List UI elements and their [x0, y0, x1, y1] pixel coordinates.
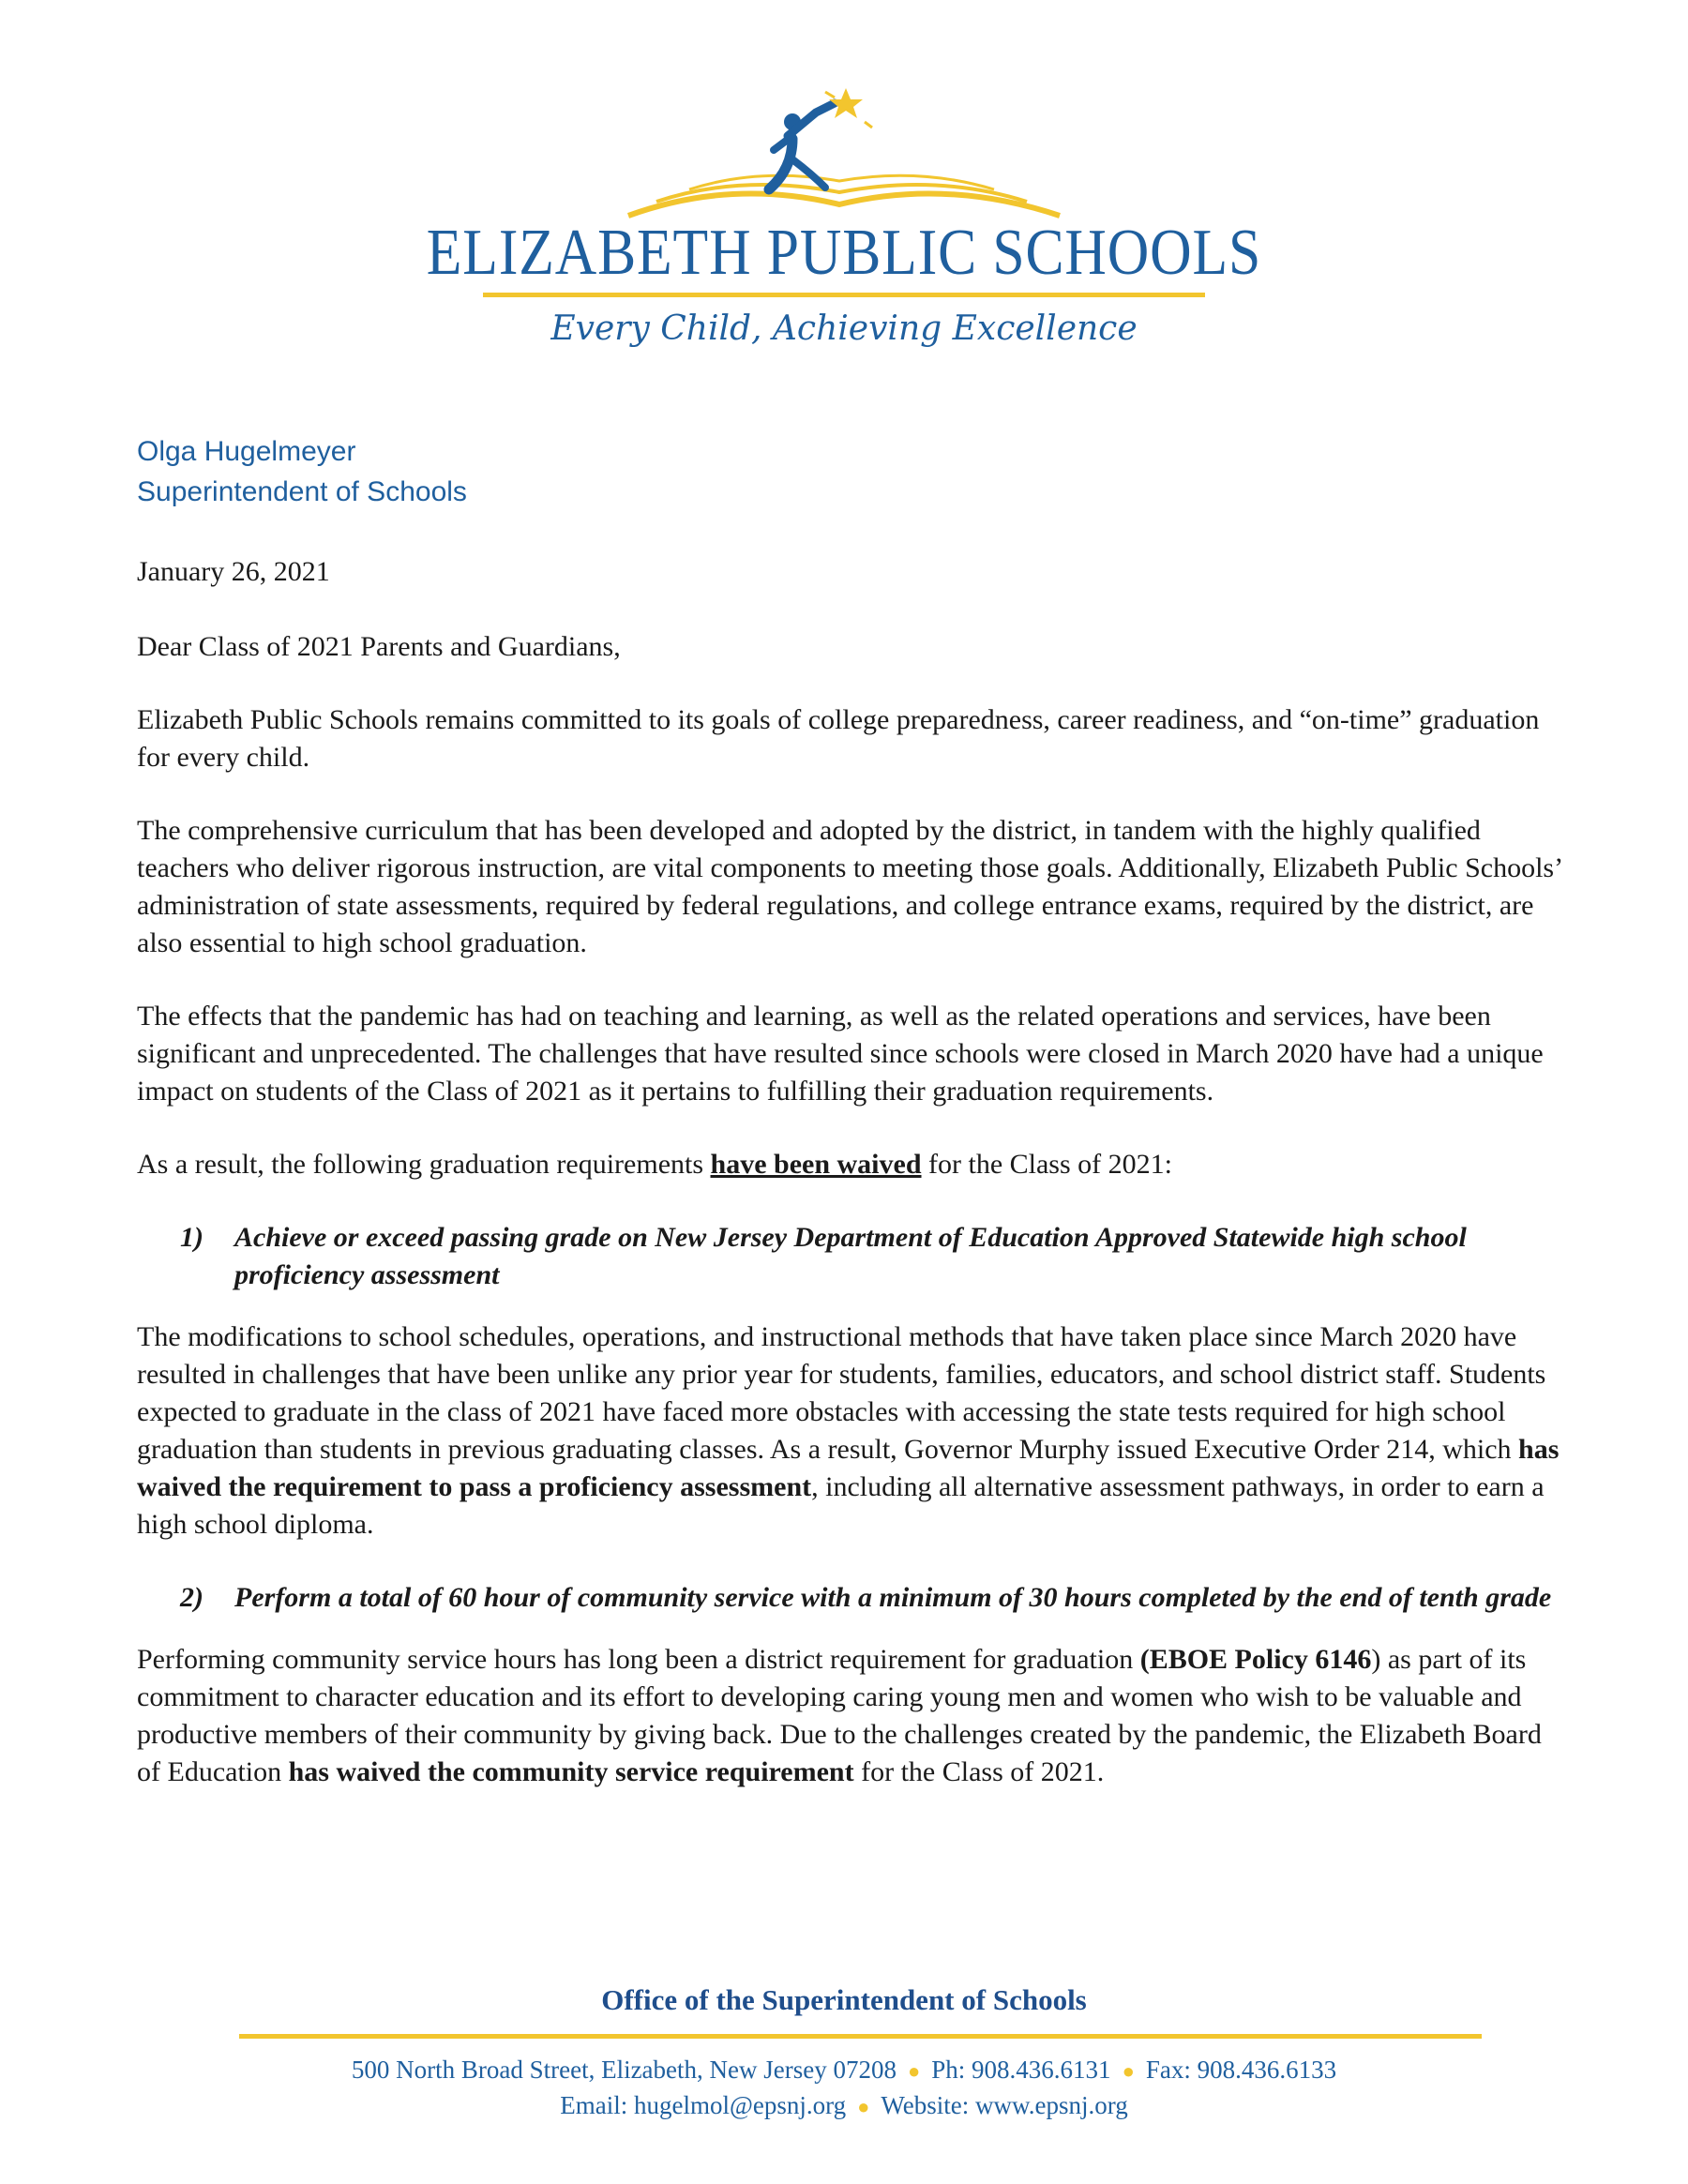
paragraph-4 — [137, 1146, 1562, 1183]
website-link[interactable]: Website: www.epsnj.org — [881, 2091, 1128, 2119]
paragraph-6-part-c: for the Class of 2021. — [853, 1756, 1105, 1787]
contact-line-2 — [0, 2088, 1688, 2124]
requirement-2 — [180, 1579, 1562, 1617]
letterhead — [0, 75, 1688, 375]
sender-name: Olga Hugelmeyer — [137, 436, 356, 467]
paragraph-6-bold: has waived the community service requirement — [288, 1756, 854, 1787]
salutation: Dear Class of 2021 Parents and Guardians, — [137, 631, 621, 662]
address: 500 North Broad Street, Elizabeth, New Jersey 07208 — [351, 2056, 897, 2084]
paragraph-2: The comprehensive curriculum that has been developed and adopted by the district, in tandem with the highly qualified teachers who deliver rigorous instruction, are vital components to meeting those goals. Additionally, Elizabeth Public Schools’ administration of state assessments, required by federal regulations, and college entrance exams, required by the district, are also essential to high school graduation. — [137, 815, 1561, 958]
paragraph-5 — [137, 1318, 1562, 1544]
paragraph-6-part-a: Performing community service hours has long been a district requirement for graduation — [137, 1644, 1140, 1675]
phone: Ph: 908.436.6131 — [931, 2056, 1111, 2084]
contact-line-1 — [0, 2053, 1688, 2088]
fax: Fax: 908.436.6133 — [1145, 2056, 1337, 2084]
letter-date: January 26, 2021 — [137, 556, 330, 587]
contact-info — [0, 2053, 1688, 2124]
requirement-2-text: Perform a total of 60 hour of community service with a minimum of 30 hours completed by the end of tenth grade — [234, 1582, 1552, 1613]
letter-body — [137, 553, 1562, 1827]
paragraph-3: The effects that the pandemic has had on teaching and learning, as well as the related operations and services, have been significant and unprecedented. The challenges that have resulted since schools were closed in March 2020 have had a unique impact on students of the Class of 2021 as it pertains to fulfilling their graduation requirements. — [137, 1001, 1544, 1107]
sender-block — [137, 431, 467, 512]
footer-rule — [239, 2034, 1482, 2039]
paragraph-4-lead: As a result, the following graduation requirements — [137, 1149, 711, 1180]
paragraph-4-tail: for the Class of 2021: — [921, 1149, 1172, 1180]
paragraph-5-tail: , including all alternative assessment pathways, in order to earn a high school diploma. — [137, 1471, 1545, 1540]
letterhead-rule — [483, 293, 1205, 297]
requirement-1 — [180, 1219, 1562, 1294]
requirement-1-number: 1) — [180, 1222, 203, 1253]
paragraph-5-lead: The modifications to school schedules, operations, and instructional methods that have taken place since March 2020 have resulted in challenges that have been unlike any prior year for students, families, educators, and school district staff. Students expected to graduate in the class of 2021 have faced more obstacles with accessing the state tests required for high school graduation than students in previous graduating classes. As a result, Governor Murphy issued Executive Order 214, which — [137, 1321, 1546, 1465]
office-title: Office of the Superintendent of Schools — [601, 1983, 1087, 2016]
org-name: ELIZABETH PUBLIC SCHOOLS — [426, 217, 1262, 289]
policy-reference: (EBOE Policy 6146 — [1139, 1644, 1372, 1675]
footer — [0, 1983, 1688, 2119]
bullet-icon: ● — [1122, 2059, 1135, 2083]
requirement-1-text: Achieve or exceed passing grade on New Jersey Department of Education Approved Statewide high school proficiency assessment — [234, 1222, 1467, 1290]
paragraph-6 — [137, 1641, 1562, 1791]
paragraph-1: Elizabeth Public Schools remains committed to its goals of college preparedness, career readiness, and “on-time” graduation for every child. — [137, 704, 1540, 773]
child-reaching-star-on-book-icon — [600, 84, 1088, 225]
bullet-icon: ● — [907, 2059, 921, 2083]
requirement-2-number: 2) — [180, 1582, 203, 1613]
waived-emphasis: have been waived — [710, 1149, 922, 1180]
paragraph-6-part-b: ) as part of its commitment to character education and its effort to developing caring young men and women who wish to be valuable and productive members of their community by giving back. Due to the challenges created by the pandemic, the Elizabeth Board of Education — [137, 1644, 1542, 1787]
bullet-icon: ● — [857, 2095, 870, 2118]
tagline: Every Child, Achieving Excellence — [550, 309, 1138, 348]
paragraph-5-bold: has waived the requirement to pass a proficiency assessment — [137, 1434, 1560, 1502]
email-link[interactable]: Email: hugelmol@epsnj.org — [560, 2091, 847, 2119]
sender-title: Superintendent of Schools — [137, 476, 467, 507]
